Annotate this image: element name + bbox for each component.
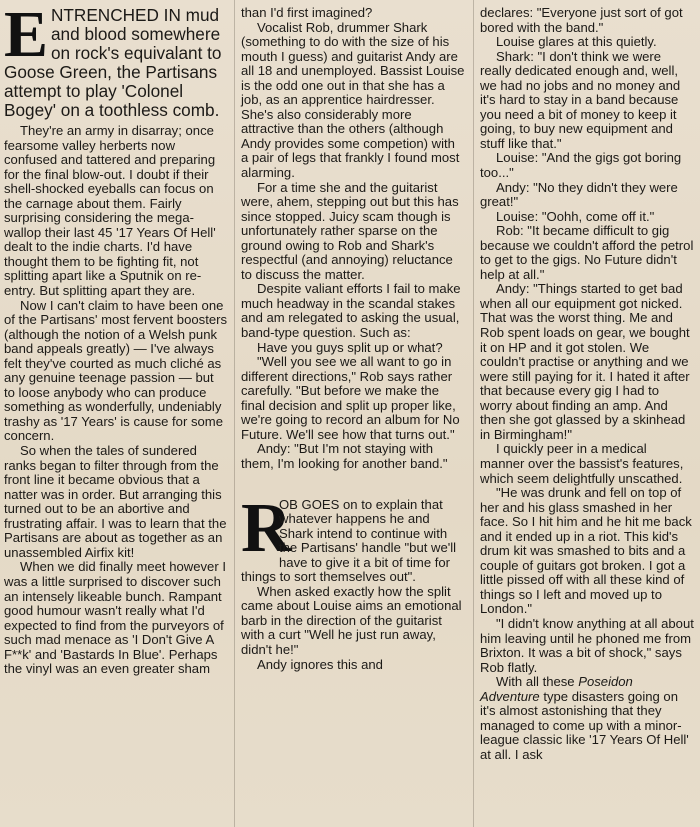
- body-paragraph: Rob: "It became difficult to gig because we couldn't afford the petrol to get to the gigs. No Future didn't help at all.": [480, 223, 694, 282]
- body-paragraph: "I didn't know anything at all about him leaving until he phoned me from Brixton. It was a bit of shock," says Rob flatly.: [480, 615, 694, 675]
- body-paragraph: They're an army in disarray; once fearsome valley herberts now confused and tattered and preparing for the final blow-out. I doubt if their shell-shocked eyeballs can focus on the carnage about them. Fairly surprising considering the mega-wallop their last 45 '17 Years Of Hell' dealt to the indie charts. I'd have thought them to be fighting fit, not splitting apart like a Sputnik on re-entry. But splitting apart they are.: [4, 123, 216, 299]
- body-paragraph: Andy: "Things started to get bad when all our equipment got nicked. That was the worst thing. Me and Rob spent loads on gear, we bought it on HP and it got stolen. We couldn't practise or anything and we were still paying for it. I hated it after that because every gig I had to worry about finding an amp. And then she got glassed by a skinhead in Birmingham!": [480, 281, 690, 442]
- body-paragraph: For a time she and the guitarist were, ahem, stepping out but this has since stopped. Juicy scam though is unfortunately rather sparse on the ground owing to Rob and Shark's respectful (and annoying) reluctance to discuss the matter.: [241, 179, 459, 282]
- body-paragraph: I quickly peer in a medical manner over the bassist's features, which seem delightfully unscathed.: [480, 441, 684, 486]
- body-paragraph: "Well you see we all want to go in different directions," Rob says rather carefully. "But before we make the final decision and split up proper like, we're going to record an album for No Future. We'll see how that turns out.": [241, 354, 460, 442]
- body-paragraph: Andy: "But I'm not staying with them, I'm looking for another band.": [241, 441, 448, 471]
- body-paragraph: So when the tales of sundered ranks began to filter through from the front line it became obvious that a natter was in order. But arranging this turned out to be an abortive and frustrating affair. I was to learn that the Partisans are about as together as an unassembled Airfix kit!: [4, 443, 227, 560]
- column-divider: [473, 0, 474, 827]
- body-paragraph: OB GOES on to explain that whatever happens he and Shark intend to continue with the Partisans' handle "but we'll have to give it a bit of time for things to sort themselves out".: [241, 496, 457, 585]
- intro-paragraph: NTRENCHED IN mud and blood somewhere on rock's equivalant to Goose Green, the Partisans attempt to play 'Colonel Bogey' on a toothless comb.: [4, 5, 222, 120]
- body-paragraph: Louise: "And the gigs got boring too...": [480, 150, 682, 181]
- article-column-3: [480, 6, 694, 762]
- body-paragraph: [480, 675, 694, 762]
- column-divider: [234, 0, 235, 827]
- body-paragraph: Now I can't claim to have been one of the Partisans' most fervent boosters (although the notion of a Welsh punk band appeals greatly) — I've always felt they've courted as much cliché as any genuine teenage passion — but to loose anybody who can produce something as wonderfully, undeniably trashy as '17 Years' is cause for some concern.: [4, 297, 228, 444]
- body-paragraph: Andy ignores this and: [257, 656, 383, 672]
- article-column-1: [4, 0, 228, 677]
- body-paragraph: declares: "Everyone just sort of got bored with the band.": [480, 5, 683, 35]
- body-paragraph: Louise: "Oohh, come off it.": [496, 208, 655, 224]
- text-run: type disasters going on it's almost astonishing that they managed to come up with a minor-league classic like '17 Years Of Hell' at all. I ask: [480, 688, 689, 762]
- drop-cap: E: [4, 0, 49, 71]
- body-paragraph: Shark: "I don't think we were really dedicated enough and, well, we had no jobs and no money and it's hard to stay in a band because you need a bit of money to keep it going, to buy new equipment and stuff like that.": [480, 48, 681, 151]
- body-paragraph: When we did finally meet however I was a little surprised to discover such an intensely likeable bunch. Rampant good humour wasn't really what I'd expected to find from the purveyors of such mad menace as 'I Don't Give A F**k' and 'Bastards In Blue'. Perhaps the vinyl was an even greater sham: [4, 559, 226, 677]
- body-paragraph: "He was drunk and fell on top of her and his glass smashed in her face. So I hit him and he hit me back and it ended up in a riot. This kid's drum kit was smashed to bits and a couple of guitars got broken. I got a little pissed off with all these kind of things so I left and moved up to London.": [480, 485, 692, 617]
- body-paragraph: When asked exactly how the split came about Louise aims an emotional barb in the direction of the guitarist with a curt "Well he just run away, didn't he!": [241, 583, 462, 657]
- article-column-2: [241, 6, 465, 672]
- body-paragraph: Louise glares at this quietly.: [496, 34, 657, 50]
- body-paragraph: Have you guys split up or what?: [257, 339, 443, 355]
- body-paragraph: Vocalist Rob, drummer Shark (something to do with the size of his mouth I guess) and guitarist Andy are all 18 and unemployed. Bassist Louise is the odd one out in that she has a job, as an apprentice hairdresser. She's also considerably more attractive than the others (although Andy provides some competion) with a pair of legs that frankly I found most alarming.: [241, 19, 465, 181]
- text-run: With all these: [496, 674, 579, 690]
- body-paragraph: than I'd first imagined?: [241, 5, 373, 20]
- italic-title: Poseidon Adventure: [480, 674, 633, 704]
- drop-cap: R: [241, 489, 292, 567]
- body-paragraph: Despite valiant efforts I fail to make much headway in the scandal stakes and am relegated to asking the usual, band-type question. Such as:: [241, 281, 461, 341]
- body-paragraph: Andy: "No they didn't they were great!": [480, 179, 678, 210]
